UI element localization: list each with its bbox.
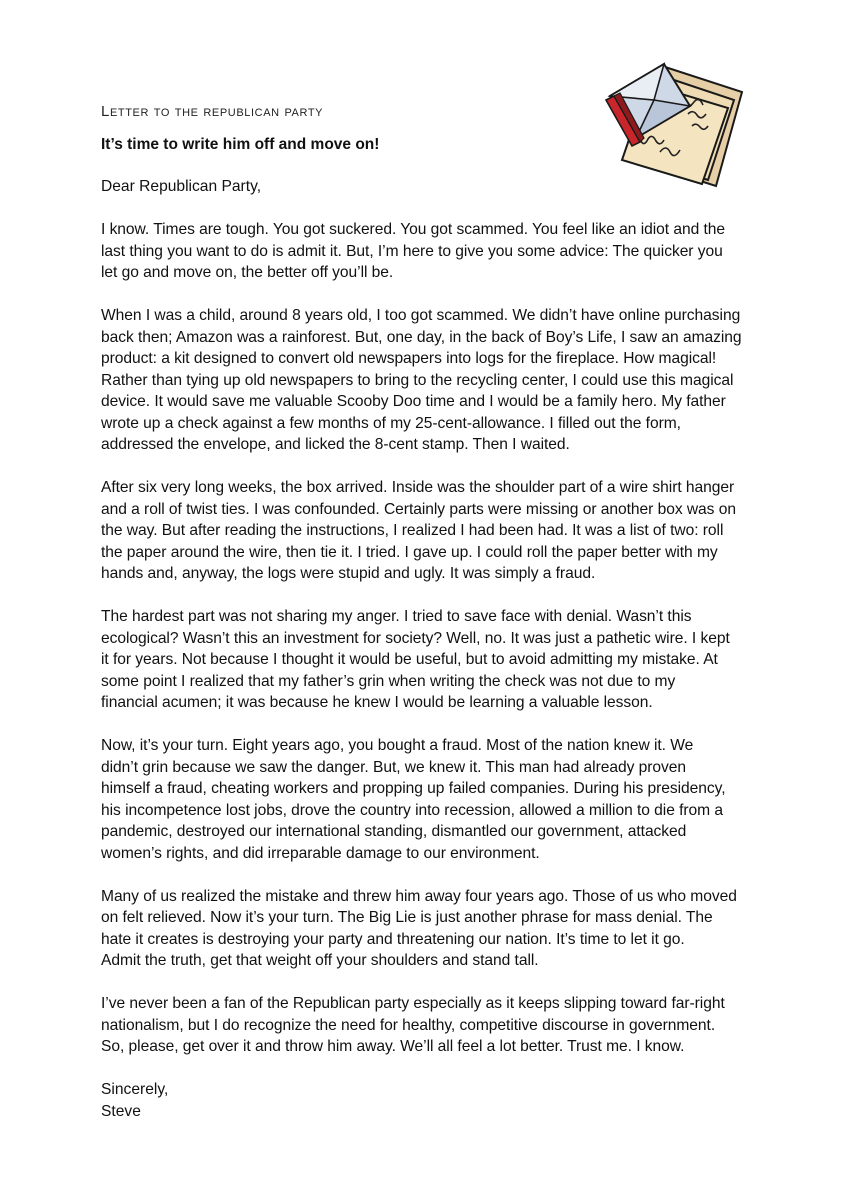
- paragraph-line: Many of us realized the mistake and threw him away four years ago. Those of us who moved: [101, 887, 737, 905]
- paragraph-line: didn’t grin because we saw the danger. But, we knew it. This man had already proven: [101, 758, 687, 776]
- letter-closing: Sincerely,: [101, 1081, 169, 1098]
- letter-salutation: Dear Republican Party,: [101, 178, 262, 195]
- letter-paragraph: [101, 735, 751, 864]
- letter-paragraph: [101, 219, 751, 284]
- paragraph-line: the paper around the wire, then tie it. I tried. I gave up. I could roll the paper better with my: [101, 543, 718, 561]
- paragraph-line: When I was a child, around 8 years old, I too got scammed. We didn’t have online purchasing: [101, 307, 741, 324]
- paragraph-line: Rather than tying up old newspapers to bring to the recycling center, I could use this magical: [101, 371, 734, 389]
- paragraph-line: hands and, anyway, the logs were stupid and ugly. It was simply a fraud.: [101, 565, 596, 582]
- paragraph-line: addressed the envelope, and licked the 8-cent stamp. Then I waited.: [101, 436, 570, 453]
- letter-paragraph: [101, 477, 751, 585]
- paragraph-line: let go and move on, the better off you’ll be.: [101, 264, 394, 281]
- paragraph-line: pandemic, destroyed our international standing, dismantled our government, attacked: [101, 823, 687, 840]
- letter-body: [101, 104, 751, 1122]
- letter-paragraph: [101, 606, 751, 714]
- paragraph-line: himself a fraud, cheating workers and propping up failed companies. During his presidency,: [101, 780, 726, 797]
- paragraph-line: I’ve never been a fan of the Republican party especially as it keeps slipping toward far-right: [101, 995, 725, 1012]
- paragraph-line: nationalism, but I do recognize the need for healthy, competitive discourse in government.: [101, 1016, 716, 1034]
- paragraph-line: the way. But after reading the instructions, I realized I had been had. It was a list of two: roll: [101, 522, 724, 539]
- letter-category: Letter to the republican party: [101, 103, 324, 120]
- paragraph-line: Admit the truth, get that weight off your shoulders and stand tall.: [101, 952, 539, 969]
- paragraph-line: hate it creates is destroying your party and threatening our nation. It’s time to let it go.: [101, 930, 685, 948]
- paragraph-line: it for years. Not because I thought it would be useful, but to avoid admitting my mistake. At: [101, 651, 718, 668]
- letter-paragraph: [101, 305, 751, 456]
- paragraph-line: Now, it’s your turn. Eight years ago, you bought a fraud. Most of the nation knew it. We: [101, 737, 694, 754]
- paragraph-line: The hardest part was not sharing my anger. I tried to save face with denial. Wasn’t this: [101, 608, 692, 625]
- letter-signature: Steve: [101, 1102, 141, 1120]
- paragraph-line: ecological? Wasn’t this an investment for society? Well, no. It was just a pathetic wire. I kept: [101, 629, 730, 647]
- paragraph-line: So, please, get over it and throw him away. We’ll all feel a lot better. Trust me. I know.: [101, 1038, 685, 1055]
- paragraph-line: some point I realized that my father’s grin when writing the check was not due to my: [101, 672, 676, 690]
- paragraph-line: wrote up a check against a few months of my 25-cent-allowance. I filled out the form,: [101, 414, 681, 432]
- paragraph-line: on felt relieved. Now it’s your turn. The Big Lie is just another phrase for mass denial. The: [101, 909, 713, 926]
- paragraph-line: After six very long weeks, the box arrived. Inside was the shoulder part of a wire shirt hanger: [101, 479, 735, 496]
- paragraph-line: and a roll of twist ties. I was confounded. Certainly parts were missing or another box was on: [101, 500, 736, 518]
- paragraph-line: back then; Amazon was a rainforest. But, one day, in the back of Boy’s Life, I saw an amazing: [101, 328, 742, 346]
- letter-paragraph: [101, 993, 751, 1058]
- paragraph-line: his incompetence lost jobs, drove the country into recession, allowed a million to die from a: [101, 801, 724, 819]
- letter-paragraph: [101, 886, 751, 972]
- paragraph-line: product: a kit designed to convert old newspapers into logs for the fireplace. How magical!: [101, 350, 717, 367]
- letter-headline: It’s time to write him off and move on!: [101, 136, 380, 153]
- paragraph-line: I know. Times are tough. You got suckered. You got scammed. You feel like an idiot and the: [101, 221, 726, 238]
- paragraph-line: financial acumen; it was because he knew I would be learning a valuable lesson.: [101, 694, 653, 711]
- paragraph-line: device. It would save me valuable Scooby Doo time and I would be a family hero. My father: [101, 393, 726, 410]
- paragraph-line: last thing you want to do is admit it. But, I’m here to give you some advice: The quicker you: [101, 242, 723, 260]
- paragraph-line: women’s rights, and did irreparable damage to our environment.: [101, 844, 540, 862]
- letter-paragraphs: [101, 219, 751, 1058]
